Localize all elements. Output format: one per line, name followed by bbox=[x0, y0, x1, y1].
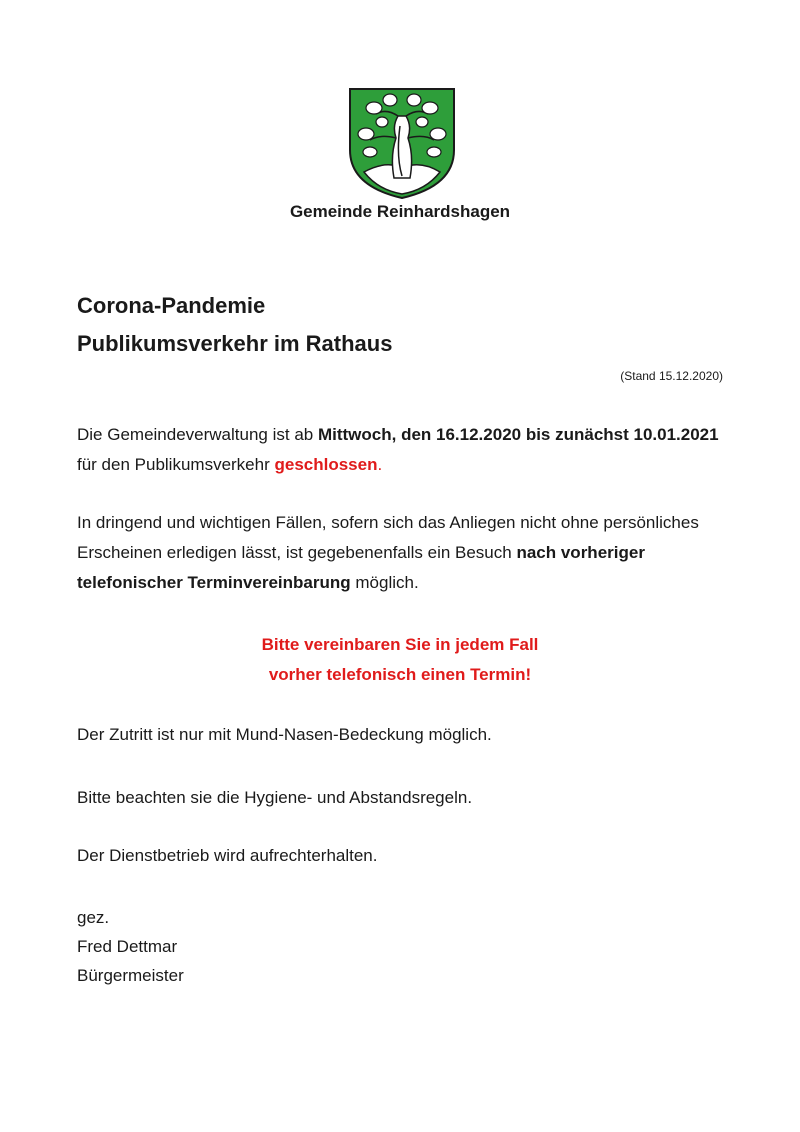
notice-line-1: Bitte vereinbaren Sie in jedem Fall bbox=[261, 635, 539, 654]
closure-date: Mittwoch, den 16.12.2020 bis zunächst 10.01.2021 bbox=[317, 425, 719, 444]
hygiene-rules: Bitte beachten sie die Hygiene- und Abstandsregeln. bbox=[77, 788, 473, 807]
closure-paragraph bbox=[77, 420, 737, 480]
page-title: Corona-Pandemie bbox=[77, 293, 266, 318]
signature-role: Bürgermeister bbox=[77, 966, 184, 985]
appointment-bold: nach vorheriger telefonischer Terminvereinbarung bbox=[77, 543, 645, 592]
appointment-text-b: möglich. bbox=[350, 573, 419, 592]
notice-line-2: vorher telefonisch einen Termin! bbox=[268, 665, 532, 684]
stand-date: (Stand 15.12.2020) bbox=[620, 369, 723, 383]
municipality-name: Gemeinde Reinhardshagen bbox=[289, 202, 511, 221]
signature-block bbox=[77, 903, 184, 990]
appointment-paragraph bbox=[77, 508, 737, 598]
coat-of-arms-icon bbox=[346, 86, 458, 200]
signature-name: Fred Dettmar bbox=[77, 937, 178, 956]
closure-text-a: Die Gemeindeverwaltung ist ab bbox=[77, 425, 318, 444]
closure-text-c: . bbox=[377, 455, 383, 474]
appointment-notice bbox=[0, 630, 800, 690]
appointment-text-a: In dringend und wichtigen Fällen, sofern sich das Anliegen nicht ohne persönliches Erscheinen erledigen lässt, ist gegebenenfalls ein Besuch bbox=[77, 513, 699, 562]
page-subtitle: Publikumsverkehr im Rathaus bbox=[77, 331, 393, 356]
closure-text-b: für den Publikumsverkehr bbox=[77, 455, 275, 474]
service-status: Der Dienstbetrieb wird aufrechterhalten. bbox=[77, 846, 378, 865]
closed-word: geschlossen bbox=[274, 455, 378, 474]
mask-requirement: Der Zutritt ist nur mit Mund-Nasen-Bedeckung möglich. bbox=[77, 725, 492, 744]
signature-gez: gez. bbox=[77, 908, 110, 927]
